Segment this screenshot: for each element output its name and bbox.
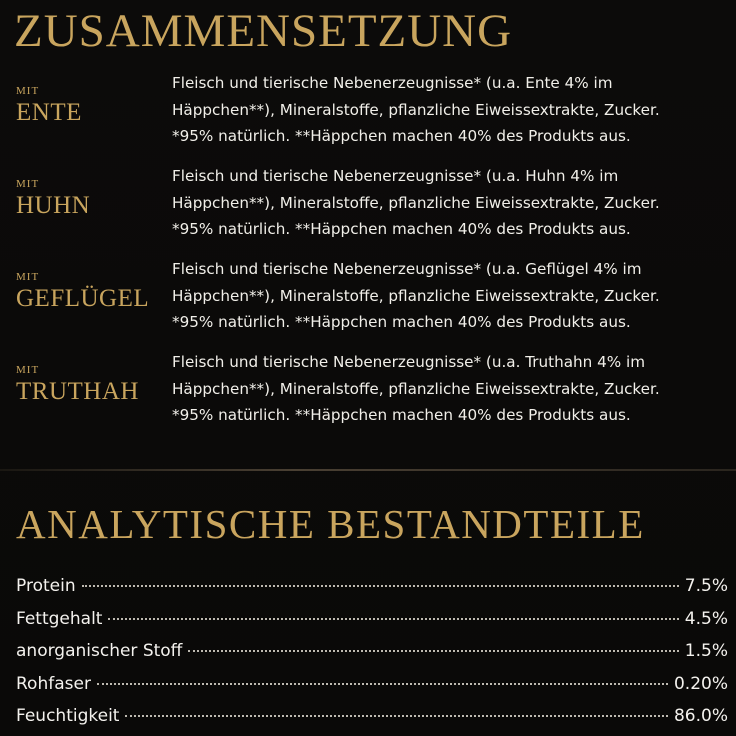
variant-label <box>16 363 166 407</box>
analysis-row-label: anorganischer Stoff <box>16 641 183 661</box>
variant-name: HUHN <box>16 192 91 219</box>
ingredients-footnote: *95% natürlich. **Häppchen machen 40% des Produkts aus. <box>172 406 631 424</box>
dotted-leader <box>108 618 678 620</box>
variant-prefix: MIT <box>16 85 40 97</box>
ingredients-footnote: *95% natürlich. **Häppchen machen 40% des Produkts aus. <box>172 220 631 238</box>
analysis-row-protein <box>16 576 728 609</box>
analysis-row-label: Feuchtigkeit <box>16 706 120 726</box>
variant-turkey <box>0 345 736 438</box>
variant-chicken <box>0 159 736 252</box>
dotted-leader <box>188 650 678 652</box>
section-divider <box>0 469 736 471</box>
analysis-row-value: 4.5% <box>684 608 728 629</box>
composition-title: ZUSAMMENSETZUNG <box>14 5 513 57</box>
variant-name: GEFLÜGEL <box>16 285 150 312</box>
analysis-row-value: 86.0% <box>673 706 728 726</box>
analysis-row-fat <box>16 609 728 642</box>
analysis-row-value: 1.5% <box>684 641 728 661</box>
analysis-row-inorganic <box>16 641 728 674</box>
variant-duck <box>0 66 736 159</box>
variant-prefix: MIT <box>16 178 40 190</box>
ingredients-line: Häppchen**), Mineralstoffe, pflanzliche Eiweissextrakte, Zucker. <box>172 100 660 119</box>
variant-name: TRUTHAH <box>16 378 139 405</box>
variant-ingredients <box>172 163 732 243</box>
variant-label <box>16 270 166 314</box>
variant-poultry <box>0 252 736 345</box>
dotted-leader <box>125 715 668 717</box>
ingredients-line: Häppchen**), Mineralstoffe, pflanzliche Eiweissextrakte, Zucker. <box>172 286 660 305</box>
variant-ingredients <box>172 70 732 150</box>
ingredients-footnote: *95% natürlich. **Häppchen machen 40% des Produkts aus. <box>172 313 631 331</box>
analysis-row-label: Rohfaser <box>16 673 91 694</box>
dotted-leader <box>82 585 679 587</box>
composition-list <box>0 66 736 438</box>
analysis-row-label: Fettgehalt <box>16 608 103 629</box>
ingredients-line: Häppchen**), Mineralstoffe, pflanzliche Eiweissextrakte, Zucker. <box>172 379 660 398</box>
variant-ingredients <box>172 256 732 336</box>
variant-prefix: MIT <box>16 364 40 376</box>
analysis-row-value: 7.5% <box>684 576 728 596</box>
analysis-title: ANALYTISCHE BESTANDTEILE <box>16 501 645 547</box>
ingredients-line: Fleisch und tierische Nebenerzeugnisse* (u.a. Truthahn 4% im <box>172 353 646 371</box>
variant-ingredients <box>172 349 732 429</box>
analysis-row-moisture <box>16 706 728 736</box>
analysis-row-label: Protein <box>16 576 76 596</box>
variant-label <box>16 84 166 128</box>
analysis-table <box>16 576 728 736</box>
ingredients-line: Häppchen**), Mineralstoffe, pflanzliche Eiweissextrakte, Zucker. <box>172 193 660 212</box>
dotted-leader <box>97 683 668 685</box>
variant-label <box>16 177 166 221</box>
ingredients-line: Fleisch und tierische Nebenerzeugnisse* (u.a. Huhn 4% im <box>172 167 619 185</box>
analysis-row-fiber <box>16 674 728 707</box>
variant-prefix: MIT <box>16 271 40 283</box>
ingredients-line: Fleisch und tierische Nebenerzeugnisse* (u.a. Geflügel 4% im <box>172 260 642 278</box>
analysis-row-value: 0.20% <box>673 673 728 694</box>
variant-name: ENTE <box>16 99 82 126</box>
ingredients-line: Fleisch und tierische Nebenerzeugnisse* (u.a. Ente 4% im <box>172 74 613 92</box>
ingredients-footnote: *95% natürlich. **Häppchen machen 40% des Produkts aus. <box>172 127 631 145</box>
